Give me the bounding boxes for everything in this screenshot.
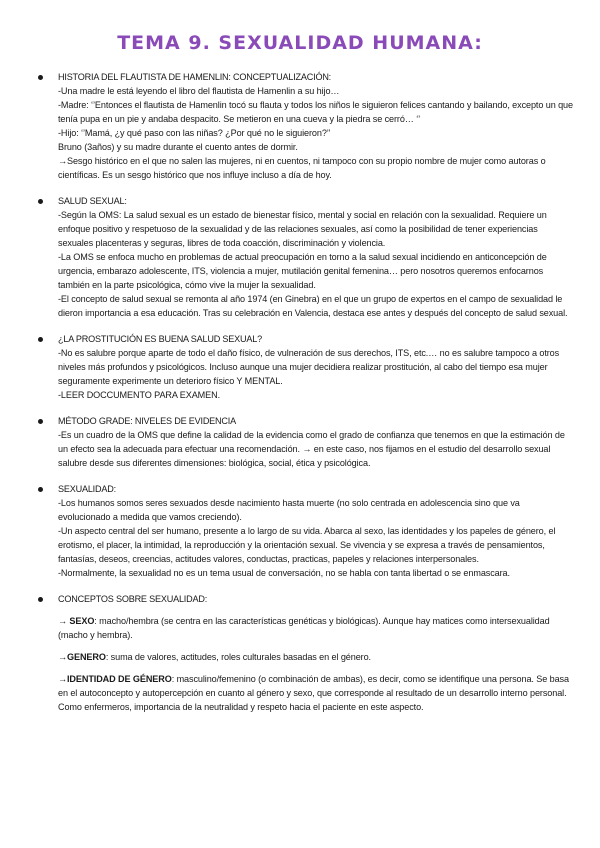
section-heading: SEXUALIDAD: — [58, 484, 116, 494]
section-conceptos — [38, 592, 573, 714]
concept-definition: : macho/hembra (se centra en las características genéticas y biológicas). Aunque hay matices como intersexualidad (macho y hembra). — [58, 616, 550, 640]
page-title: TEMA 9. SEXUALIDAD HUMANA: — [117, 32, 483, 54]
section-heading: SALUD SEXUAL: — [58, 196, 127, 206]
section-heading: HISTORIA DEL FLAUTISTA DE HAMENLIN: CONCEPTUALIZACIÓN: — [58, 72, 332, 82]
concept-term: SEXO — [69, 616, 95, 626]
concept-definition: : suma de valores, actitudes, roles culturales basadas en el género. — [105, 652, 371, 662]
arrow-icon: → — [58, 652, 67, 662]
paragraph: -Normalmente, la sexualidad no es un tema usual de conversación, no se habla con tanta libertad o se enmascara. — [58, 568, 510, 578]
bullet-icon — [38, 75, 43, 80]
bullet-icon — [38, 487, 43, 492]
paragraph: -Es un cuadro de la OMS que define la calidad de la evidencia como el grado de confianza que tenemos en que la estimación de un efecto sea la adecuada para efectuar una recomendación. → en este caso, nos fijamos en el estudio del desarrollo sexual salubre desde sus diferentes dimensiones: biológica, social, ética y psicológica. — [58, 430, 565, 468]
paragraph: -El concepto de salud sexual se remonta al año 1974 (en Ginebra) en el que un grupo de expertos en el campo de sexualidad le dieron importancia a esa educación. Tras su celebración en Valencia, destaca ese antes y después del concepto de salud sexual. — [58, 294, 568, 318]
section-heading: MÉTODO GRADE: NIVELES DE EVIDENCIA — [58, 416, 236, 426]
section-metodo-grade — [38, 414, 573, 470]
notes-body — [38, 70, 573, 726]
section-prostitucion — [38, 332, 573, 402]
paragraph: -Los humanos somos seres sexuados desde nacimiento hasta muerte (no solo centrada en adolescencia sino que va evolucionado a medida que vamos creciendo). — [58, 498, 520, 522]
concept-sexo — [58, 614, 573, 642]
concept-term: IDENTIDAD DE GÉNERO — [67, 674, 172, 684]
section-salud-sexual — [38, 194, 573, 320]
concept-identidad — [58, 672, 573, 714]
paragraph: -La OMS se enfoca mucho en problemas de actual preocupación en torno a la salud sexual incidiendo en anticoncepción de urgencia, embarazo adolescente, ITS, violencia a mujer, mutilación genital femenina… pero nosotros queremos enfocarnos también en la parte psicológica, cómo vive la mujer la sexualidad. — [58, 252, 547, 290]
concept-genero — [58, 650, 573, 664]
arrow-icon: → — [58, 616, 70, 626]
paragraph: -Una madre le está leyendo el libro del flautista de Hamenlin a su hijo… — [58, 86, 340, 96]
section-heading: ¿LA PROSTITUCIÓN ES BUENA SALUD SEXUAL? — [58, 334, 262, 344]
paragraph: Bruno (3años) y su madre durante el cuento antes de dormir. — [58, 142, 298, 152]
section-heading: CONCEPTOS SOBRE SEXUALIDAD: — [58, 594, 208, 604]
paragraph: -Un aspecto central del ser humano, presente a lo largo de su vida. Abarca al sexo, las identidades y los papeles de género, el erotismo, el placer, la intimidad, la reproducción y la orientación sexual. Se vivencia y se expresa a través de pensamientos, fantasías, deseos, creencias, actitudes valores, conductas, practicas, papeles y relaciones interpersonales. — [58, 526, 556, 564]
paragraph: -No es salubre porque aparte de todo el daño físico, de vulneración de sus derechos, ITS, etc.… no es salubre tampoco a otros niveles más profundos y psicológicos. Incluso aunque una mujer decidiera realizar prostitución, al cabo del tiempo esa mujer seguramente experimente un deterioro físico Y MENTAL. — [58, 348, 560, 386]
paragraph: -Según la OMS: La salud sexual es un estado de bienestar físico, mental y social en relación con la sexualidad. Requiere un enfoque positivo y respetuoso de la sexualidad y de las relaciones sexuales, así como la posibilidad de tener experiencias sexuales placenteras y seguras, libres de toda coacción, discriminación y violencia. — [58, 210, 547, 248]
paragraph: -LEER DOCCUMENTO PARA EXAMEN. — [58, 390, 220, 400]
concept-definition: : masculino/femenino (o combinación de ambas), es decir, como se identifique una persona. Se basa en el autoconcepto y autopercepción en cuanto al género y sexo, que corresponde al resultado de un desarrollo interno personal. Como enfermeros, importancia de la neutralidad y respeto hacia el paciente en este aspecto. — [58, 674, 569, 712]
bullet-icon — [38, 199, 43, 204]
arrow-icon: → — [58, 674, 67, 684]
concept-term: GENERO — [67, 652, 106, 662]
paragraph: -Madre: ‘’Entonces el flautista de Hamenlin tocó su flauta y todos los niños le siguieron felices cantando y bailando, excepto un que tenía pupa en un pie y andaba despacito. Se metieron en una cueva y la piedra se cerró… ‘’ — [58, 100, 573, 124]
section-flautista — [38, 70, 573, 182]
paragraph: →Sesgo histórico en el que no salen las mujeres, ni en cuentos, ni tampoco con su propio nombre de mujer como autoras o científicas. Es un sesgo histórico que nos influye incluso a día de hoy. — [58, 156, 546, 180]
paragraph: -Hijo: ‘’Mamá, ¿y qué paso con las niñas? ¿Por qué no le siguieron?’’ — [58, 128, 331, 138]
section-sexualidad — [38, 482, 573, 580]
bullet-icon — [38, 419, 43, 424]
bullet-icon — [38, 337, 43, 342]
bullet-icon — [38, 597, 43, 602]
